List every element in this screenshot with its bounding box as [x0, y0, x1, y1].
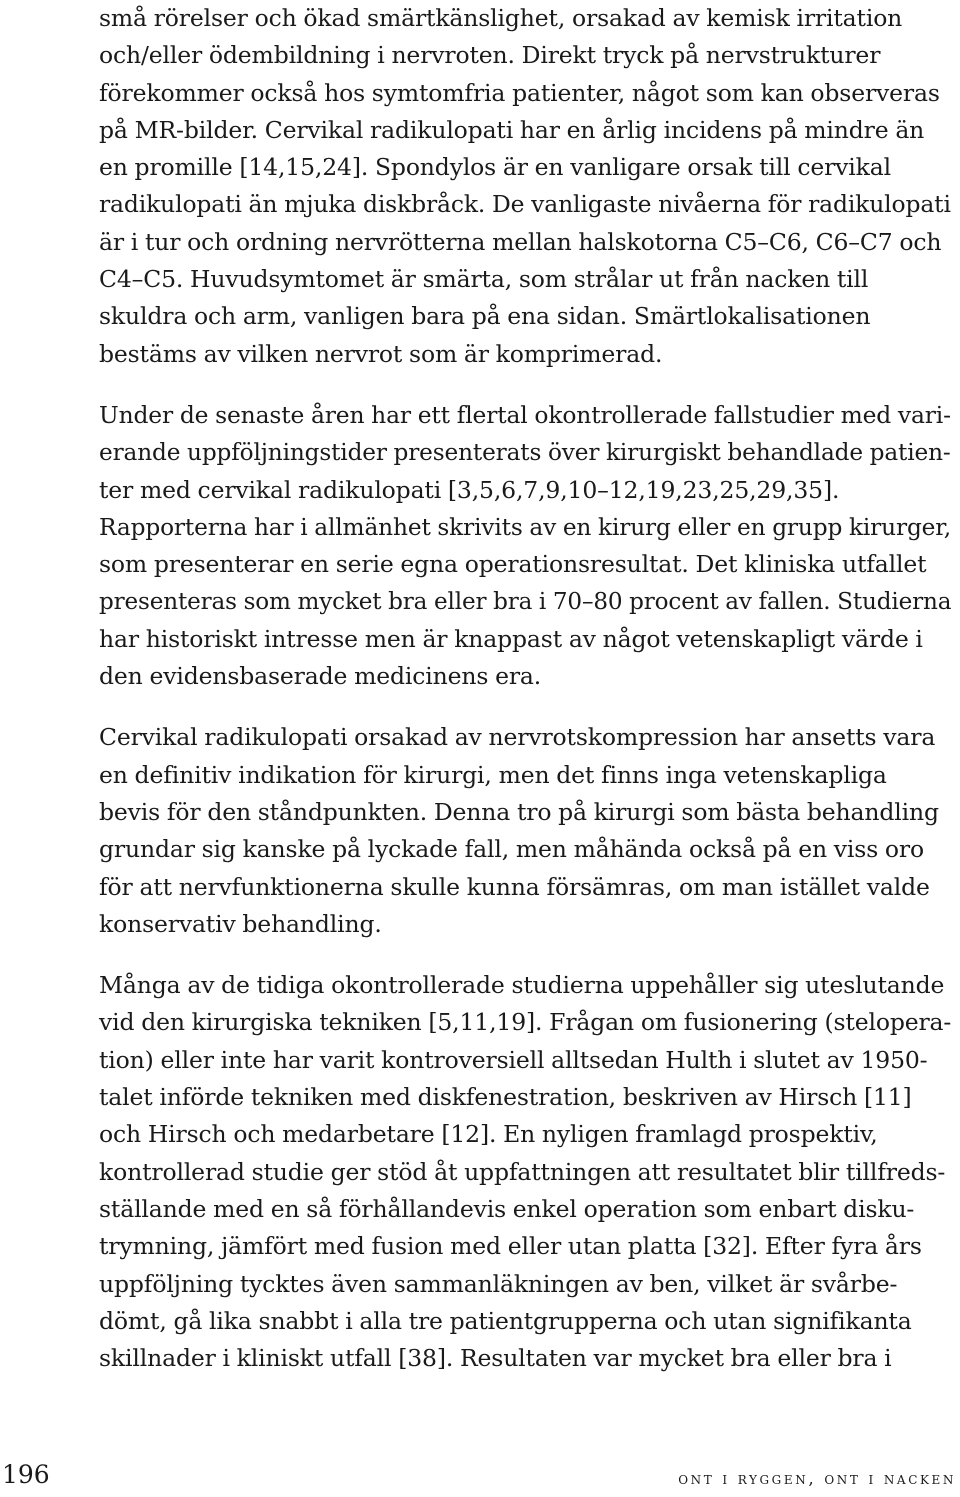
text-line: uppföljning tycktes även sammanläkningen av ben, vilket är svårbe-: [99, 1269, 898, 1298]
page-number: 196: [2, 1460, 50, 1489]
text-line: konservativ behandling.: [99, 909, 382, 938]
text-line: ställande med en så förhållandevis enkel operation som enbart disku-: [99, 1194, 915, 1223]
text-line: erande uppföljningstider presenterats över kirurgiskt behandlade patien-: [99, 438, 951, 467]
text-line: på MR-bilder. Cervikal radikulopati har en årlig incidens på mindre än: [99, 115, 925, 144]
paragraph-1: [99, 0, 949, 373]
text-line: skillnader i kliniskt utfall [38]. Resultaten var mycket bra eller bra i: [99, 1344, 892, 1373]
text-line: en definitiv indikation för kirurgi, men det finns inga vetenskapliga: [99, 760, 887, 789]
text-line: trymning, jämfört med fusion med eller utan platta [32]. Efter fyra års: [99, 1232, 922, 1261]
page-footer: [0, 1460, 960, 1496]
text-line: och/eller ödembildning i nervroten. Direkt tryck på nervstrukturer: [99, 41, 881, 70]
text-line: radikulopati än mjuka diskbråck. De vanligaste nivåerna för radikulopati: [99, 190, 951, 219]
text-line: tion) eller inte har varit kontroversiell alltsedan Hulth i slutet av 1950-: [99, 1045, 928, 1074]
text-line: små rörelser och ökad smärtkänslighet, orsakad av kemisk irritation: [99, 4, 903, 32]
text-line: Rapporterna har i allmänhet skrivits av en kirurg eller en grupp kirurger,: [99, 512, 951, 541]
text-line: kontrollerad studie ger stöd åt uppfattningen att resultatet blir tillfreds-: [99, 1157, 946, 1186]
text-line: talet införde tekniken med diskfenestration, beskriven av Hirsch [11]: [99, 1083, 912, 1112]
text-line: den evidensbaserade medicinens era.: [99, 662, 542, 691]
text-line: bevis för den ståndpunkten. Denna tro på kirurgi som bästa behandling: [99, 797, 939, 826]
text-line: förekommer också hos symtomfria patienter, något som kan observeras: [99, 78, 940, 107]
text-line: som presenterar en serie egna operationsresultat. Det kliniska utfallet: [99, 550, 927, 579]
body-text: [99, 0, 952, 1377]
text-line: vid den kirurgiska tekniken [5,11,19]. Frågan om fusionering (steloperа-: [99, 1008, 952, 1037]
text-line: Cervikal radikulopati orsakad av nervrotskompression har ansetts vara: [99, 723, 936, 752]
text-line: skuldra och arm, vanligen bara på ena sidan. Smärtlokalisationen: [99, 302, 871, 331]
text-line: dömt, gå lika snabbt i alla tre patientgrupperna och utan signifikanta: [99, 1306, 912, 1335]
paragraph-4: [99, 967, 952, 1377]
text-line: en promille [14,15,24]. Spondylos är en vanligare orsak till cervikal: [99, 153, 891, 182]
text-line: C4–C5. Huvudsymtomet är smärta, som strålar ut från nacken till: [99, 265, 869, 294]
paragraph-2: [99, 397, 952, 695]
text-line: för att nervfunktionerna skulle kunna försämras, om man istället valde: [99, 872, 930, 901]
running-head: ont i ryggen, ont i nacken: [678, 1469, 956, 1489]
text-line: presenteras som mycket bra eller bra i 70–80 procent av fallen. Studierna: [99, 587, 952, 616]
text-line: Många av de tidiga okontrollerade studierna uppehåller sig uteslutande: [99, 971, 945, 1000]
text-line: bestäms av vilken nervrot som är komprimerad.: [99, 339, 663, 368]
text-line: ter med cervikal radikulopati [3,5,6,7,9,10–12,19,23,25,29,35].: [99, 475, 840, 504]
text-line: Under de senaste åren har ett flertal okontrollerade fallstudier med vari-: [99, 400, 951, 429]
text-line: har historiskt intresse men är knappast av något vetenskapligt värde i: [99, 624, 923, 653]
text-line: och Hirsch och medarbetare [12]. En nyligen framlagd prospektiv,: [99, 1120, 878, 1149]
text-line: grundar sig kanske på lyckade fall, men måhända också på en viss oro: [99, 835, 925, 864]
paragraph-3: [99, 719, 949, 943]
text-line: är i tur och ordning nervrötterna mellan halskotorna C5–C6, C6–C7 och: [99, 227, 942, 256]
